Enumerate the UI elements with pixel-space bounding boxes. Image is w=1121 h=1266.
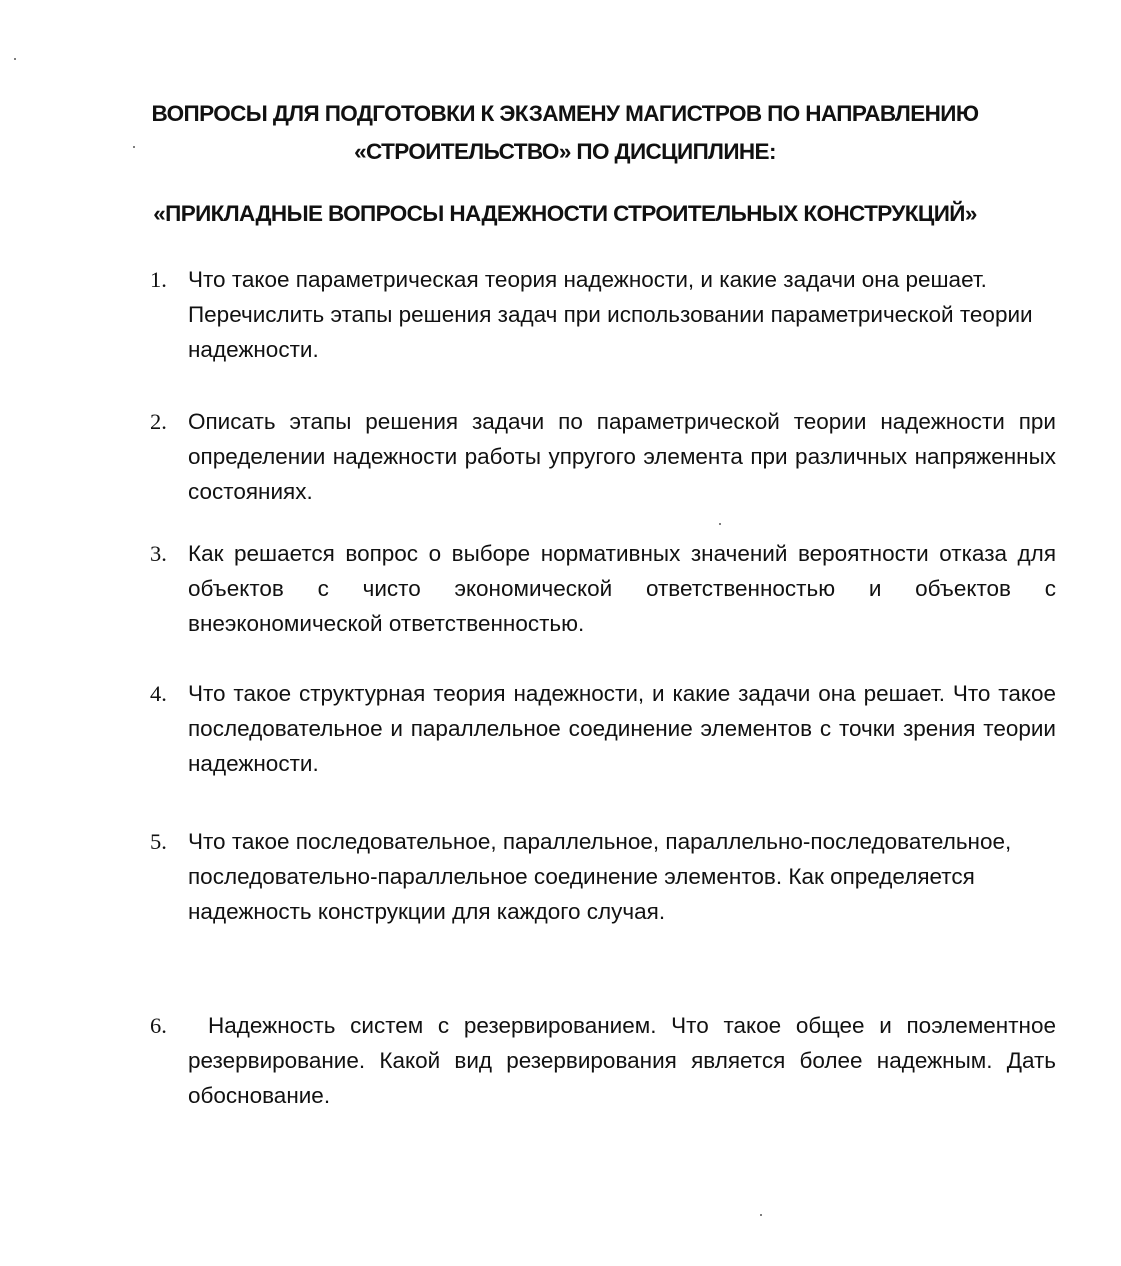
question-number: 1. [150, 267, 167, 292]
header-line-1: ВОПРОСЫ ДЛЯ ПОДГОТОВКИ К ЭКЗАМЕНУ МАГИСТРОВ ПО НАПРАВЛЕНИЮ [151, 101, 979, 126]
question-text: Что такое структурная теория надежности, и какие задачи она решает. Что такое последовательное и параллельное соединение элементов с точки зрения теории надежности. [188, 681, 1056, 776]
question-text: Как решается вопрос о выборе нормативных значений вероятности отказа для объектов с чисто экономической ответственностью и объектов с внеэкономической ответственностью. [188, 541, 1056, 636]
question-text: Что такое последовательное, параллельное, параллельно-последовательное, последовательно-параллельное соединение элементов. Как определяется надежность конструкции для каждого случая. [188, 829, 1012, 924]
question-text: Что такое параметрическая теория надежности, и какие задачи она решает. Перечислить этапы решения задач при использовании параметрической теории надежности. [188, 267, 1033, 362]
scan-speck [133, 146, 135, 148]
question-text: Описать этапы решения задачи по параметрической теории надежности при определении надежности работы упругого элемента при различных напряженных состояниях. [188, 409, 1056, 504]
question-number: 5. [150, 829, 167, 854]
question-number: 6. [150, 1013, 167, 1038]
scan-speck [719, 523, 721, 525]
scan-speck [760, 1214, 762, 1216]
question-number: 3. [150, 541, 167, 566]
question-number: 4. [150, 681, 167, 706]
header-line-2: «СТРОИТЕЛЬСТВО» ПО ДИСЦИПЛИНЕ: [354, 139, 776, 164]
question-number: 2. [150, 409, 167, 434]
scan-speck [14, 58, 16, 60]
discipline-title: «ПРИКЛАДНЫЕ ВОПРОСЫ НАДЕЖНОСТИ СТРОИТЕЛЬНЫХ КОНСТРУКЦИЙ» [153, 201, 977, 226]
question-text: Надежность систем с резервированием. Что такое общее и поэлементное резервирование. Какой вид резервирования является более надежным. Дать обоснование. [188, 1013, 1056, 1108]
